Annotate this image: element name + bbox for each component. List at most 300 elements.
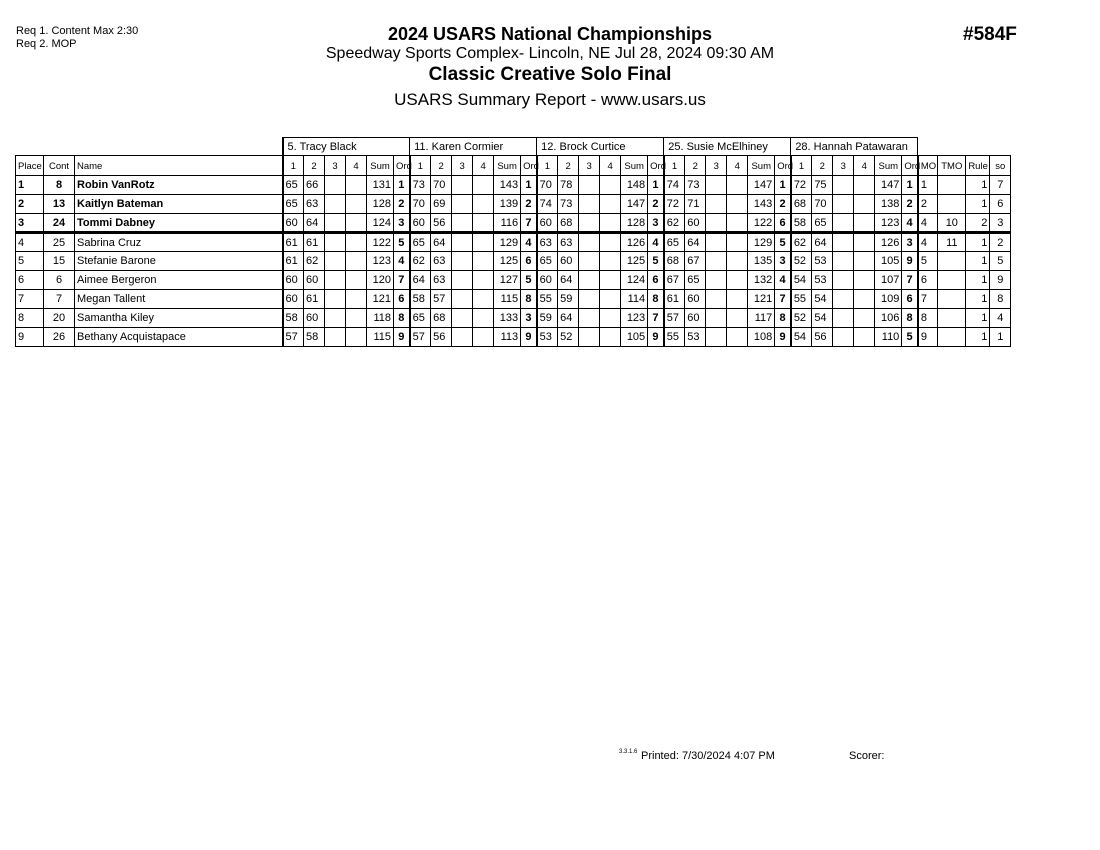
- score-cell: 60: [537, 214, 558, 233]
- score-cell: 54: [791, 271, 812, 290]
- mo-cell: 7: [918, 290, 938, 309]
- ordinal-cell: 3: [648, 214, 664, 233]
- ordinal-cell: 6: [394, 290, 410, 309]
- score-cell: [833, 233, 854, 252]
- ordinal-cell: 6: [648, 271, 664, 290]
- score-cell: 55: [664, 328, 685, 347]
- score-cell: [727, 290, 748, 309]
- ordinal-cell: 9: [394, 328, 410, 347]
- score-cell: 64: [558, 271, 579, 290]
- sum-cell: 126: [875, 233, 902, 252]
- score-cell: [727, 195, 748, 214]
- score-cell: 60: [304, 309, 325, 328]
- sum-cell: 131: [367, 176, 394, 195]
- col-mo: MO: [918, 156, 938, 176]
- score-cell: [325, 290, 346, 309]
- ordinal-cell: 1: [394, 176, 410, 195]
- score-cell: 61: [283, 252, 304, 271]
- score-cell: [600, 290, 621, 309]
- score-cell: 73: [558, 195, 579, 214]
- score-cell: 65: [812, 214, 833, 233]
- col-judge-1: 1: [537, 156, 558, 176]
- tmo-cell: 10: [938, 214, 966, 233]
- score-cell: 62: [664, 214, 685, 233]
- scorer-label: Scorer:: [849, 750, 885, 762]
- col-judge-ord: Ord: [648, 156, 664, 176]
- ordinal-cell: 8: [521, 290, 537, 309]
- score-cell: 61: [283, 233, 304, 252]
- rule-cell: 1: [966, 271, 990, 290]
- cont-cell: 13: [44, 195, 75, 214]
- mo-cell: 2: [918, 195, 938, 214]
- score-cell: [452, 195, 473, 214]
- rule-cell: 1: [966, 195, 990, 214]
- score-cell: 60: [283, 290, 304, 309]
- score-cell: [854, 252, 875, 271]
- judge-header-spacer: [16, 138, 283, 156]
- ordinal-cell: 9: [521, 328, 537, 347]
- score-cell: [325, 195, 346, 214]
- score-cell: 56: [812, 328, 833, 347]
- score-cell: [706, 176, 727, 195]
- score-cell: 53: [812, 271, 833, 290]
- place-cell: 6: [16, 271, 44, 290]
- score-cell: [346, 328, 367, 347]
- rule-cell: 1: [966, 309, 990, 328]
- mo-cell: 6: [918, 271, 938, 290]
- sum-cell: 123: [367, 252, 394, 271]
- col-judge-2: 2: [685, 156, 706, 176]
- sum-cell: 110: [875, 328, 902, 347]
- score-cell: 68: [791, 195, 812, 214]
- score-cell: 53: [537, 328, 558, 347]
- score-cell: 54: [812, 290, 833, 309]
- col-judge-4: 4: [727, 156, 748, 176]
- ordinal-cell: 5: [394, 233, 410, 252]
- score-cell: [727, 271, 748, 290]
- cont-cell: 15: [44, 252, 75, 271]
- score-cell: 54: [791, 328, 812, 347]
- place-cell: 1: [16, 176, 44, 195]
- place-cell: 9: [16, 328, 44, 347]
- score-cell: [854, 328, 875, 347]
- sum-cell: 123: [621, 309, 648, 328]
- score-cell: 55: [537, 290, 558, 309]
- judge-header-spacer: [918, 138, 1011, 156]
- skater-name: Stefanie Barone: [75, 252, 283, 271]
- score-cell: 67: [685, 252, 706, 271]
- score-cell: 65: [410, 233, 431, 252]
- so-cell: 4: [990, 309, 1011, 328]
- score-cell: [706, 328, 727, 347]
- ordinal-cell: 2: [648, 195, 664, 214]
- score-cell: [579, 252, 600, 271]
- ordinal-cell: 7: [902, 271, 918, 290]
- sum-cell: 128: [367, 195, 394, 214]
- col-rule: Rule: [966, 156, 990, 176]
- ordinal-cell: 8: [902, 309, 918, 328]
- score-cell: [833, 271, 854, 290]
- score-cell: [727, 176, 748, 195]
- score-cell: [473, 233, 494, 252]
- judge-header-row: [16, 138, 1011, 156]
- sum-cell: 106: [875, 309, 902, 328]
- results-table: [15, 137, 1011, 347]
- score-cell: 64: [304, 214, 325, 233]
- ordinal-cell: 7: [521, 214, 537, 233]
- score-cell: 64: [685, 233, 706, 252]
- cont-cell: 6: [44, 271, 75, 290]
- score-cell: [473, 328, 494, 347]
- score-cell: 69: [431, 195, 452, 214]
- score-cell: 74: [664, 176, 685, 195]
- printed-timestamp: Printed: 7/30/2024 4:07 PM: [641, 750, 775, 762]
- ordinal-cell: 8: [648, 290, 664, 309]
- score-cell: 58: [304, 328, 325, 347]
- ordinal-cell: 5: [648, 252, 664, 271]
- score-cell: 57: [410, 328, 431, 347]
- so-cell: 3: [990, 214, 1011, 233]
- ordinal-cell: 7: [775, 290, 791, 309]
- score-cell: [600, 233, 621, 252]
- score-cell: [346, 214, 367, 233]
- ordinal-cell: 8: [394, 309, 410, 328]
- tmo-cell: [938, 271, 966, 290]
- ordinal-cell: 6: [521, 252, 537, 271]
- score-cell: 70: [537, 176, 558, 195]
- mo-cell: 4: [918, 214, 938, 233]
- score-cell: [579, 328, 600, 347]
- col-judge-sum: Sum: [621, 156, 648, 176]
- sum-cell: 118: [367, 309, 394, 328]
- skater-name: Sabrina Cruz: [75, 233, 283, 252]
- score-cell: [727, 328, 748, 347]
- score-cell: 65: [283, 195, 304, 214]
- score-cell: 68: [431, 309, 452, 328]
- score-cell: 58: [791, 214, 812, 233]
- place-cell: 2: [16, 195, 44, 214]
- requirement-1: Req 1. Content Max 2:30: [16, 25, 139, 37]
- sum-cell: 121: [748, 290, 775, 309]
- tmo-cell: [938, 176, 966, 195]
- col-name: Name: [75, 156, 283, 176]
- score-cell: 53: [812, 252, 833, 271]
- cont-cell: 20: [44, 309, 75, 328]
- col-judge-1: 1: [283, 156, 304, 176]
- col-judge-3: 3: [706, 156, 727, 176]
- score-cell: 60: [410, 214, 431, 233]
- sum-cell: 132: [748, 271, 775, 290]
- score-cell: [579, 176, 600, 195]
- col-cont: Cont: [44, 156, 75, 176]
- score-cell: [325, 328, 346, 347]
- ordinal-cell: 9: [775, 328, 791, 347]
- score-cell: 60: [685, 290, 706, 309]
- score-cell: 72: [664, 195, 685, 214]
- score-cell: [600, 252, 621, 271]
- sum-cell: 147: [621, 195, 648, 214]
- score-cell: 65: [537, 252, 558, 271]
- col-judge-3: 3: [325, 156, 346, 176]
- table-row: [16, 309, 1011, 328]
- judge-name: 12. Brock Curtice: [537, 138, 664, 156]
- ordinal-cell: 6: [902, 290, 918, 309]
- score-cell: [854, 195, 875, 214]
- col-judge-sum: Sum: [494, 156, 521, 176]
- place-cell: 5: [16, 252, 44, 271]
- sum-cell: 107: [875, 271, 902, 290]
- table-row: [16, 176, 1011, 195]
- score-cell: 65: [685, 271, 706, 290]
- table-row: [16, 328, 1011, 347]
- sum-cell: 120: [367, 271, 394, 290]
- judge-name: 28. Hannah Patawaran: [791, 138, 918, 156]
- judge-name: 11. Karen Cormier: [410, 138, 537, 156]
- score-cell: [706, 214, 727, 233]
- score-cell: [473, 252, 494, 271]
- sum-cell: 105: [875, 252, 902, 271]
- ordinal-cell: 3: [902, 233, 918, 252]
- score-cell: 60: [685, 309, 706, 328]
- skater-name: Tommi Dabney: [75, 214, 283, 233]
- score-cell: [579, 290, 600, 309]
- sum-cell: 125: [494, 252, 521, 271]
- score-cell: 62: [791, 233, 812, 252]
- score-cell: 61: [304, 233, 325, 252]
- rule-cell: 1: [966, 252, 990, 271]
- skater-name: Bethany Acquistapace: [75, 328, 283, 347]
- score-cell: 70: [812, 195, 833, 214]
- venue-line: Speedway Sports Complex- Lincoln, NE Jul 28, 2024 09:30 AM: [325, 45, 775, 62]
- sum-cell: 109: [875, 290, 902, 309]
- score-cell: 60: [283, 214, 304, 233]
- col-place: Place: [16, 156, 44, 176]
- so-cell: 6: [990, 195, 1011, 214]
- score-cell: 62: [304, 252, 325, 271]
- table-row: [16, 195, 1011, 214]
- sum-cell: 147: [875, 176, 902, 195]
- sum-cell: 124: [621, 271, 648, 290]
- ordinal-cell: 4: [902, 214, 918, 233]
- score-cell: [452, 176, 473, 195]
- score-cell: 68: [558, 214, 579, 233]
- score-cell: [854, 233, 875, 252]
- score-cell: [473, 271, 494, 290]
- score-cell: [833, 252, 854, 271]
- score-cell: 65: [283, 176, 304, 195]
- place-cell: 8: [16, 309, 44, 328]
- score-cell: 56: [431, 328, 452, 347]
- score-cell: [346, 252, 367, 271]
- so-cell: 7: [990, 176, 1011, 195]
- score-cell: 52: [791, 309, 812, 328]
- rule-cell: 2: [966, 214, 990, 233]
- score-cell: 60: [304, 271, 325, 290]
- score-cell: [473, 195, 494, 214]
- score-cell: [346, 290, 367, 309]
- sum-cell: 123: [875, 214, 902, 233]
- sum-cell: 148: [621, 176, 648, 195]
- ordinal-cell: 7: [648, 309, 664, 328]
- sum-cell: 129: [494, 233, 521, 252]
- score-cell: [325, 176, 346, 195]
- score-cell: 60: [283, 271, 304, 290]
- score-cell: [346, 233, 367, 252]
- score-cell: 60: [685, 214, 706, 233]
- sum-cell: 116: [494, 214, 521, 233]
- score-cell: [452, 290, 473, 309]
- ordinal-cell: 1: [775, 176, 791, 195]
- sum-cell: 122: [367, 233, 394, 252]
- score-cell: 63: [431, 252, 452, 271]
- ordinal-cell: 1: [521, 176, 537, 195]
- score-cell: 71: [685, 195, 706, 214]
- score-cell: 73: [685, 176, 706, 195]
- cont-cell: 24: [44, 214, 75, 233]
- ordinal-cell: 4: [775, 271, 791, 290]
- skater-name: Kaitlyn Bateman: [75, 195, 283, 214]
- skater-name: Robin VanRotz: [75, 176, 283, 195]
- ordinal-cell: 2: [775, 195, 791, 214]
- rule-cell: 1: [966, 233, 990, 252]
- judge-name: 25. Susie McElhiney: [664, 138, 791, 156]
- ordinal-cell: 4: [648, 233, 664, 252]
- score-cell: 66: [304, 176, 325, 195]
- score-cell: [346, 309, 367, 328]
- so-cell: 9: [990, 271, 1011, 290]
- score-cell: [346, 271, 367, 290]
- score-cell: 59: [558, 290, 579, 309]
- col-judge-ord: Ord: [394, 156, 410, 176]
- sum-cell: 127: [494, 271, 521, 290]
- sum-cell: 138: [875, 195, 902, 214]
- sum-cell: 117: [748, 309, 775, 328]
- score-cell: 75: [812, 176, 833, 195]
- mo-cell: 4: [918, 233, 938, 252]
- ordinal-cell: 4: [394, 252, 410, 271]
- score-cell: [600, 309, 621, 328]
- mo-cell: 5: [918, 252, 938, 271]
- ordinal-cell: 6: [775, 214, 791, 233]
- score-cell: 58: [283, 309, 304, 328]
- tmo-cell: [938, 309, 966, 328]
- score-cell: [706, 195, 727, 214]
- score-cell: [833, 309, 854, 328]
- score-cell: [854, 309, 875, 328]
- rule-cell: 1: [966, 290, 990, 309]
- table-row: [16, 271, 1011, 290]
- cont-cell: 8: [44, 176, 75, 195]
- score-cell: [325, 309, 346, 328]
- score-cell: [325, 271, 346, 290]
- ordinal-cell: 7: [394, 271, 410, 290]
- requirement-2: Req 2. MOP: [16, 38, 77, 50]
- col-judge-3: 3: [452, 156, 473, 176]
- cont-cell: 7: [44, 290, 75, 309]
- sum-cell: 143: [748, 195, 775, 214]
- ordinal-cell: 5: [521, 271, 537, 290]
- col-judge-4: 4: [600, 156, 621, 176]
- score-cell: [452, 328, 473, 347]
- tmo-cell: [938, 290, 966, 309]
- table-row: [16, 252, 1011, 271]
- col-judge-sum: Sum: [748, 156, 775, 176]
- score-cell: [727, 252, 748, 271]
- score-cell: [706, 252, 727, 271]
- score-cell: 60: [558, 252, 579, 271]
- score-cell: [452, 252, 473, 271]
- ordinal-cell: 9: [902, 252, 918, 271]
- score-cell: 56: [431, 214, 452, 233]
- sum-cell: 108: [748, 328, 775, 347]
- report-title: 2024 USARS National Championships: [387, 24, 713, 44]
- score-cell: 64: [431, 233, 452, 252]
- col-judge-ord: Ord: [775, 156, 791, 176]
- score-cell: 57: [431, 290, 452, 309]
- score-cell: [600, 195, 621, 214]
- col-judge-sum: Sum: [875, 156, 902, 176]
- score-cell: 60: [537, 271, 558, 290]
- score-cell: [473, 176, 494, 195]
- score-cell: [325, 233, 346, 252]
- score-cell: 70: [410, 195, 431, 214]
- ordinal-cell: 3: [775, 252, 791, 271]
- score-cell: [579, 195, 600, 214]
- so-cell: 5: [990, 252, 1011, 271]
- score-cell: [706, 290, 727, 309]
- table-row: [16, 290, 1011, 309]
- col-judge-2: 2: [558, 156, 579, 176]
- score-cell: [473, 214, 494, 233]
- score-cell: 57: [664, 309, 685, 328]
- ordinal-cell: 4: [521, 233, 537, 252]
- score-cell: [727, 233, 748, 252]
- score-cell: 70: [431, 176, 452, 195]
- score-cell: [833, 214, 854, 233]
- score-cell: [473, 309, 494, 328]
- tmo-cell: 11: [938, 233, 966, 252]
- score-cell: [854, 176, 875, 195]
- so-cell: 8: [990, 290, 1011, 309]
- score-cell: 52: [558, 328, 579, 347]
- col-judge-ord: Ord: [521, 156, 537, 176]
- tmo-cell: [938, 195, 966, 214]
- score-cell: [600, 328, 621, 347]
- score-cell: [325, 252, 346, 271]
- score-cell: 61: [664, 290, 685, 309]
- mo-cell: 1: [918, 176, 938, 195]
- ordinal-cell: 5: [775, 233, 791, 252]
- sum-cell: 139: [494, 195, 521, 214]
- so-cell: 2: [990, 233, 1011, 252]
- table-row: [16, 214, 1011, 233]
- mo-cell: 9: [918, 328, 938, 347]
- skater-name: Aimee Bergeron: [75, 271, 283, 290]
- so-cell: 1: [990, 328, 1011, 347]
- score-cell: [727, 214, 748, 233]
- col-judge-2: 2: [431, 156, 452, 176]
- score-cell: [706, 271, 727, 290]
- sum-cell: 143: [494, 176, 521, 195]
- col-judge-4: 4: [854, 156, 875, 176]
- software-version: 3.3.1.6: [619, 749, 638, 755]
- score-cell: [833, 195, 854, 214]
- place-cell: 7: [16, 290, 44, 309]
- ordinal-cell: 9: [648, 328, 664, 347]
- score-cell: [833, 290, 854, 309]
- sum-cell: 147: [748, 176, 775, 195]
- score-cell: 63: [431, 271, 452, 290]
